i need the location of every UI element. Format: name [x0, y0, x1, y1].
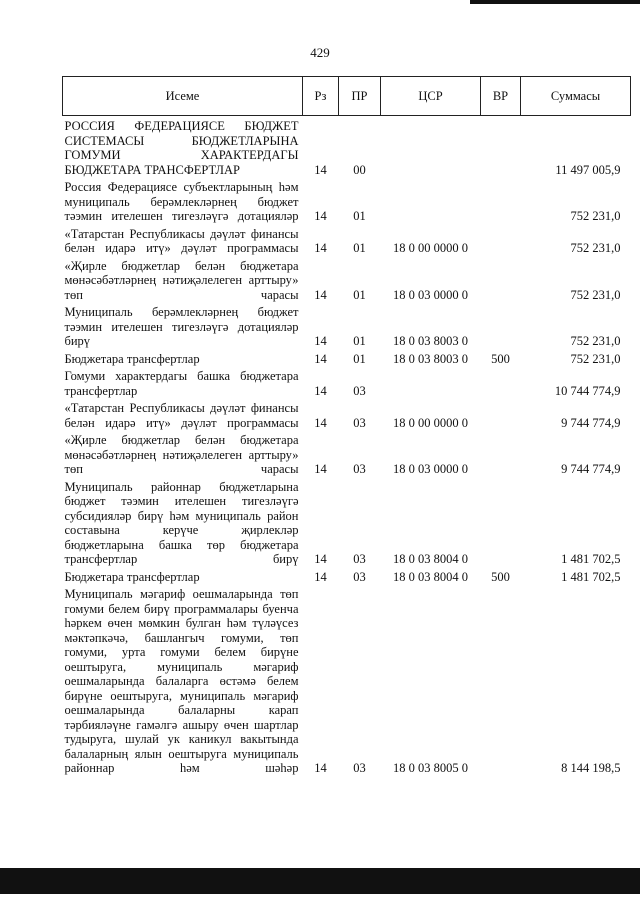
- row-sum: 752 231,0: [570, 241, 621, 255]
- row-sum: 752 231,0: [570, 334, 621, 348]
- row-pr: 03: [353, 569, 366, 584]
- row-pr: 03: [353, 462, 366, 476]
- row-name: Муниципаль районнар бюджетларына бюджет тәэмин ителешен тигезләүгә субсидияләр бирү һәм муниципаль район составына керүче җирлекләр бюджетларына башка төр бюджетара трансфертлар бирү: [64, 479, 299, 566]
- row-rz: 14: [314, 209, 327, 223]
- row-vr: 500: [491, 569, 510, 584]
- budget-table: [62, 76, 631, 776]
- row-sum: 752 231,0: [570, 209, 621, 223]
- row-rz: 14: [314, 241, 327, 255]
- row-rz: 14: [314, 287, 327, 302]
- row-rz: 14: [314, 415, 327, 430]
- row-pr: 01: [353, 241, 366, 255]
- row-rz: 14: [314, 351, 327, 366]
- row-vr: [481, 584, 521, 776]
- row-csr: 18 0 03 0000 0: [393, 462, 468, 476]
- row-rz: 14: [314, 462, 327, 476]
- row-pr: 01: [353, 209, 366, 223]
- row-vr: [481, 224, 521, 256]
- row-rz: 14: [314, 569, 327, 584]
- table-row: [63, 430, 631, 477]
- header-pr: ПР: [339, 77, 381, 116]
- row-pr: 00: [353, 162, 366, 177]
- row-pr: 01: [353, 334, 366, 348]
- table-row: [63, 177, 631, 224]
- row-rz: 14: [314, 162, 327, 177]
- row-csr: 18 0 00 0000 0: [393, 415, 468, 430]
- row-pr: 03: [353, 415, 366, 430]
- row-rz: 14: [314, 761, 327, 775]
- row-vr: 500: [491, 351, 510, 366]
- scan-edge-bottom: [0, 868, 640, 894]
- row-name: «Җирле бюджетлар белән бюджетара мөнәсәбәтләрнең нәтиҗәлелеген арттыру» төп чарасы: [64, 433, 299, 476]
- row-sum: 9 744 774,9: [561, 462, 621, 476]
- row-name: Гомуми характердагы башка бюджетара трансфертлар: [64, 369, 299, 398]
- row-name: Муниципаль берәмлекләрнең бюджет тәэмин ителешен тигезләүгә дотацияләр бирү: [64, 305, 299, 348]
- row-csr: [381, 366, 481, 398]
- row-pr: 03: [353, 761, 366, 775]
- row-sum: 1 481 702,5: [561, 569, 621, 584]
- row-csr: [381, 177, 481, 224]
- row-vr: [481, 366, 521, 398]
- row-csr: 18 0 03 8003 0: [393, 334, 468, 348]
- scan-edge-top: [470, 0, 640, 4]
- row-csr: 18 0 03 8003 0: [393, 351, 468, 366]
- table-row: [63, 116, 631, 178]
- row-pr: 01: [353, 287, 366, 302]
- row-name: Муниципаль мәгариф оешмаларында төп гомуми белем бирү программалары буенча һәркем өчен мөмкин булган һәм түләүсез мәктәпкәчә, башлангыч гомуми, төп гомуми, урта гомуми белем бирүне оештыруга, муниципаль мәгариф оешмаларында балаларга өстәмә белем бирүне оештыруга, муниципаль мәгариф оешмаларында балаларны карап тәрбияләүне гамәлгә ашыру өчен шартлар тудыруга, шулай ук каникул вакытында балаларның ялын оештыруга муниципаль районнар һәм шәһәр: [64, 587, 299, 775]
- page-number: 429: [310, 45, 330, 60]
- row-sum: 752 231,0: [570, 287, 621, 302]
- row-rz: 14: [314, 383, 327, 398]
- row-csr: [381, 116, 481, 178]
- row-sum: 752 231,0: [570, 351, 621, 366]
- table-row: [63, 584, 631, 776]
- row-sum: 9 744 774,9: [561, 415, 621, 430]
- row-rz: 14: [314, 334, 327, 348]
- row-vr: [481, 256, 521, 303]
- header-csr: ЦСР: [381, 77, 481, 116]
- header-name: Исеме: [63, 77, 303, 116]
- table-header-row: [63, 77, 631, 116]
- table-row: [63, 349, 631, 367]
- row-vr: [481, 430, 521, 477]
- header-rz: Рз: [303, 77, 339, 116]
- row-sum: 11 497 005,9: [555, 162, 621, 177]
- table-row: [63, 477, 631, 567]
- row-vr: [481, 398, 521, 430]
- row-sum: 10 744 774,9: [554, 383, 621, 398]
- table-row: [63, 256, 631, 303]
- header-vr: ВР: [481, 77, 521, 116]
- table-row: [63, 567, 631, 585]
- row-csr: 18 0 00 0000 0: [393, 241, 468, 255]
- row-name: «Татарстан Республикасы дәүләт финансы белән идарә итү» дәүләт программасы: [64, 401, 299, 430]
- row-csr: 18 0 03 8004 0: [393, 552, 468, 566]
- table-row: [63, 398, 631, 430]
- row-vr: [481, 477, 521, 567]
- table-row: [63, 366, 631, 398]
- row-sum: 1 481 702,5: [561, 552, 621, 566]
- row-pr: 03: [353, 552, 366, 566]
- row-sum: 8 144 198,5: [561, 761, 621, 775]
- row-name: Бюджетара трансфертлар: [64, 569, 200, 584]
- row-name: «Татарстан Республикасы дәүләт финансы белән идарә итү» дәүләт программасы: [64, 226, 299, 255]
- row-csr: 18 0 03 8005 0: [393, 761, 468, 775]
- row-name: Россия Федерациясе субъектларының һәм муниципаль берәмлекләрнең бюджет тәэмин ителешен тигезләүгә дотацияләр: [64, 180, 299, 223]
- table-row: [63, 302, 631, 349]
- header-sum: Суммасы: [521, 77, 631, 116]
- row-vr: [481, 177, 521, 224]
- row-vr: [481, 116, 521, 178]
- table-row: [63, 224, 631, 256]
- row-name: РОССИЯ ФЕДЕРАЦИЯСЕ БЮДЖЕТ СИСТЕМАСЫ БЮДЖЕТЛАРЫНА ГОМУМИ ХАРАКТЕРДАГЫ БЮДЖЕТАРА ТРАНСФЕРТЛАР: [64, 119, 299, 177]
- row-pr: 01: [353, 351, 366, 366]
- row-vr: [481, 302, 521, 349]
- row-csr: 18 0 03 0000 0: [393, 287, 468, 302]
- row-name: «Җирле бюджетлар белән бюджетара мөнәсәбәтләрнең нәтиҗәлелеген арттыру» төп чарасы: [64, 258, 299, 302]
- row-pr: 03: [353, 383, 366, 398]
- row-name: Бюджетара трансфертлар: [64, 351, 200, 366]
- row-rz: 14: [314, 552, 327, 566]
- row-csr: 18 0 03 8004 0: [393, 569, 468, 584]
